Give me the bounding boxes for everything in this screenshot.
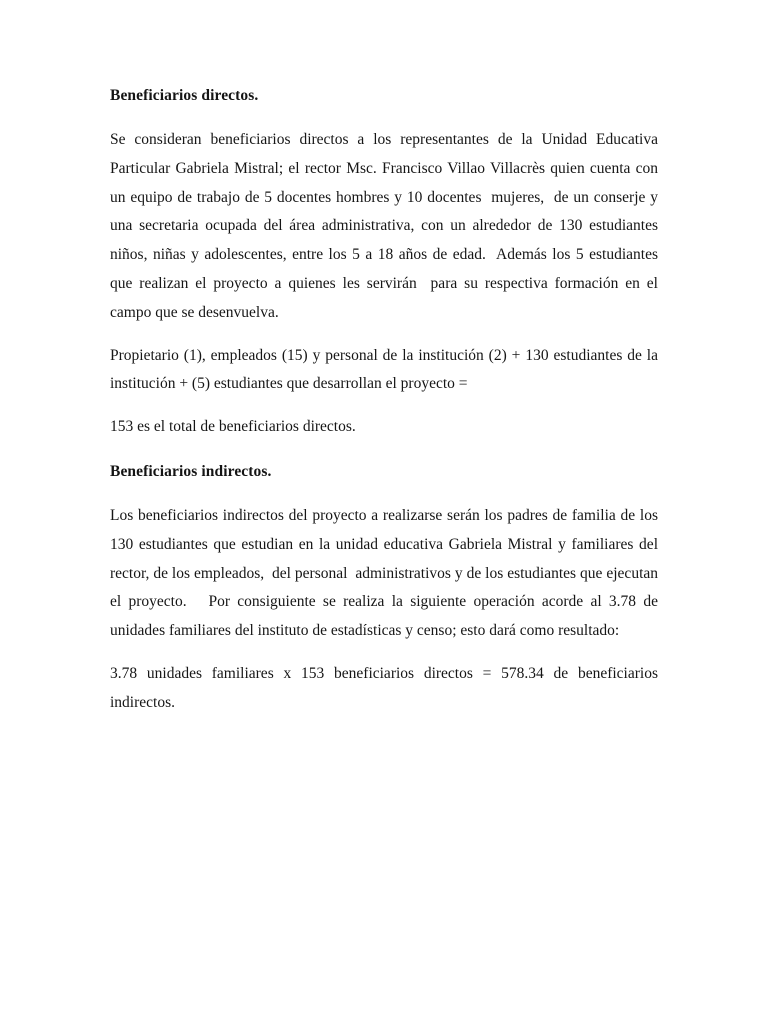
paragraph-beneficiarios-indirectos-descripcion: Los beneficiarios indirectos del proyecto a realizarse serán los padres de familia de los 130 estudiantes que estudian en la unidad educativa Gabriela Mistral y familiares del rector, de los empleados, del personal administrativos y de los estudiantes que ejecutan el proyecto. Por consiguiente se realiza la siguiente operación acorde al 3.78 de unidades familiares del instituto de estadísticas y censo; esto dará como resultado:	[110, 507, 662, 640]
section-heading-beneficiarios-indirectos: Beneficiarios indirectos.	[110, 462, 272, 480]
paragraph-spacer	[110, 406, 658, 413]
document-body	[110, 84, 662, 725]
paragraph-beneficiarios-directos-descripcion: Se consideran beneficiarios directos a los representantes de la Unidad Educativa Particular Gabriela Mistral; el rector Msc. Francisco Villao Villacrès quien cuenta con un equipo de trabajo de 5 docentes hombres y 10 docentes mujeres, de un conserje y una secretaria ocupada del área administrativa, con un alrededor de 130 estudiantes niños, niñas y adolescentes, entre los 5 a 18 años de edad. Además los 5 estudiantes que realizan el proyecto a quienes les servirán para su respectiva formación en el campo que se desenvuelva.	[110, 131, 662, 321]
paragraph-formula-beneficiarios-directos: Propietario (1), empleados (15) y personal de la institución (2) + 130 estudiantes de la institución + (5) estudiantes que desarrollan el proyecto =	[110, 346, 662, 393]
paragraph-formula-beneficiarios-indirectos: 3.78 unidades familiares x 153 beneficiarios directos = 578.34 de beneficiarios indirectos.	[110, 664, 662, 711]
paragraph-total-beneficiarios-directos: 153 es el total de beneficiarios directos.	[110, 418, 356, 436]
section-heading-beneficiarios-directos: Beneficiarios directos.	[110, 87, 259, 104]
paragraph-spacer	[110, 449, 658, 460]
paragraph-spacer	[110, 653, 658, 660]
paragraph-spacer	[110, 335, 658, 342]
